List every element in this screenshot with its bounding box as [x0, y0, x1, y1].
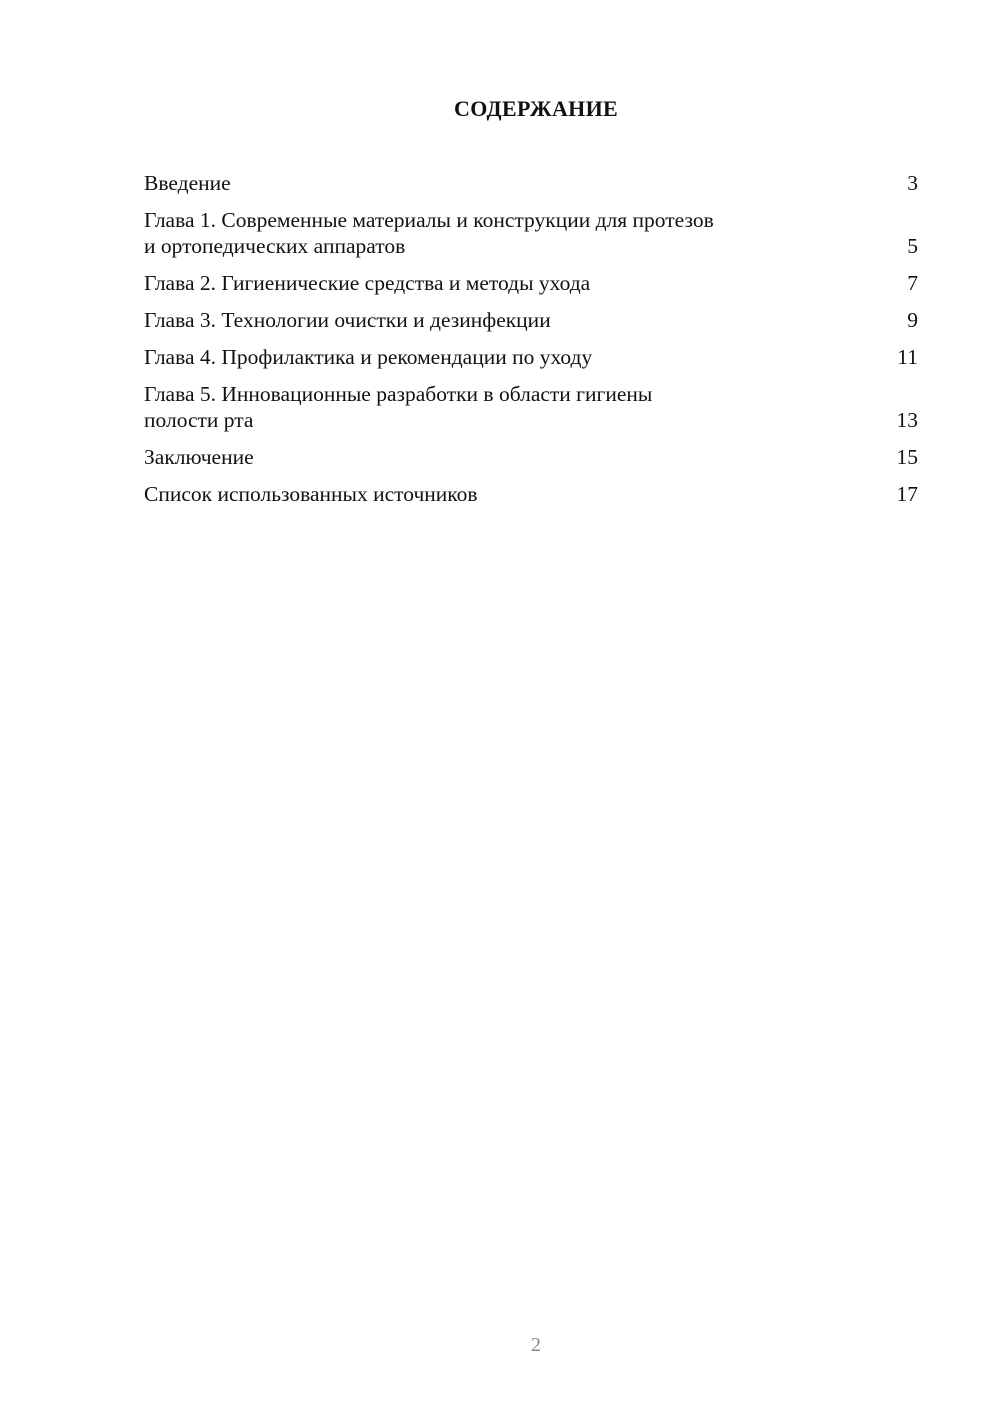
toc-entry-title — [144, 381, 844, 433]
toc-entry-chapter-5 — [144, 381, 918, 433]
toc-entry-title-line: Заключение — [144, 445, 254, 469]
toc-entry-title-line: Глава 4. Профилактика и рекомендации по уходу — [144, 345, 593, 369]
toc-entry-title — [144, 270, 844, 296]
toc-entry-title — [144, 444, 844, 470]
table-of-contents — [144, 170, 918, 518]
toc-entry-title — [144, 207, 844, 259]
toc-entry-chapter-1 — [144, 207, 918, 259]
toc-entry-title-line: Глава 3. Технологии очистки и дезинфекции — [144, 308, 551, 332]
toc-entry-title — [144, 170, 844, 196]
toc-entry-page-number: 9 — [907, 308, 918, 332]
toc-entry-conclusion — [144, 444, 918, 470]
toc-entry-page-number: 17 — [896, 482, 918, 506]
toc-entry-title-line: Введение — [144, 171, 231, 195]
toc-entry-chapter-4 — [144, 344, 918, 370]
toc-entry-title-line: Список использованных источников — [144, 482, 478, 506]
toc-entry-chapter-3 — [144, 307, 918, 333]
toc-entry-title — [144, 344, 844, 370]
toc-entry-title — [144, 481, 844, 507]
toc-entry-title — [144, 307, 844, 333]
toc-entry-title-line: Глава 5. Инновационные разработки в области гигиены — [144, 382, 653, 406]
page-title: СОДЕРЖАНИЕ — [454, 96, 618, 121]
toc-entry-page-number: 15 — [896, 445, 918, 469]
toc-entry-page-number: 7 — [907, 271, 918, 295]
toc-entry-page-number: 13 — [896, 408, 918, 432]
toc-entry-page-number: 5 — [907, 234, 918, 258]
toc-entry-introduction — [144, 170, 918, 196]
toc-entry-chapter-2 — [144, 270, 918, 296]
toc-entry-title-line: и ортопедических аппаратов — [144, 234, 406, 258]
toc-entry-title-line: полости рта — [144, 408, 254, 432]
toc-entry-page-number: 3 — [907, 171, 918, 195]
toc-entry-title-line: Глава 1. Современные материалы и конструкции для протезов — [144, 208, 714, 232]
toc-entry-page-number: 11 — [897, 345, 918, 369]
page-number: 2 — [531, 1334, 541, 1356]
toc-entry-title-line: Глава 2. Гигиенические средства и методы ухода — [144, 271, 591, 295]
toc-entry-references — [144, 481, 918, 507]
